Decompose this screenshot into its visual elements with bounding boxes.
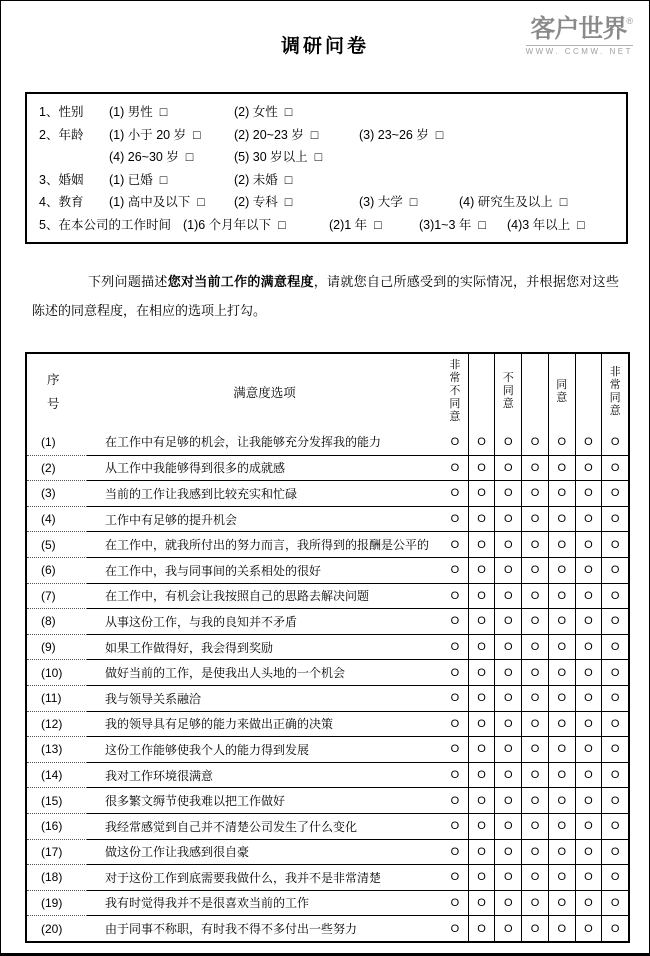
answer-circle[interactable]: O xyxy=(601,891,628,916)
row-number: (9) xyxy=(27,634,87,660)
brand-url-text: WWW. CCMW. NET xyxy=(525,47,633,56)
table-row xyxy=(27,480,628,506)
answer-circle[interactable]: O xyxy=(601,584,628,609)
scale-header-blank xyxy=(521,354,548,429)
answer-circle[interactable]: O xyxy=(521,609,548,634)
demographic-option[interactable]: (3) 23~26 岁 □ xyxy=(359,127,444,142)
row-number: (17) xyxy=(27,839,87,865)
demographics-section xyxy=(25,92,628,244)
question-text: 在工作中，就我所付出的努力而言，我所得到的报酬是公平的 xyxy=(87,531,442,557)
answer-circle[interactable]: O xyxy=(548,429,575,455)
satisfaction-table xyxy=(25,352,630,943)
answer-circle[interactable]: O xyxy=(521,865,548,890)
answer-circle[interactable]: O xyxy=(450,666,460,679)
answer-circle[interactable]: O xyxy=(575,532,602,557)
row-number: (20) xyxy=(27,915,87,941)
rating-cells xyxy=(442,659,628,685)
answer-circle[interactable]: O xyxy=(521,916,548,941)
answer-circle[interactable]: O xyxy=(494,558,521,583)
rating-cells xyxy=(442,736,628,762)
answer-circle[interactable]: O xyxy=(494,635,521,660)
demographic-option[interactable]: (1) 已婚 □ xyxy=(109,172,168,187)
answer-circle[interactable]: O xyxy=(601,635,628,660)
rating-cells xyxy=(442,864,628,890)
demographic-question-marriage xyxy=(27,168,626,191)
demographic-option[interactable]: (1) 男性 □ xyxy=(109,105,168,120)
rating-cells xyxy=(442,583,628,609)
answer-circle[interactable]: O xyxy=(468,532,495,557)
answer-circle[interactable]: O xyxy=(450,564,460,577)
demographic-option[interactable]: (1)6 个月年以下 □ xyxy=(182,217,286,232)
answer-circle[interactable]: O xyxy=(601,507,628,532)
row-number: (8) xyxy=(27,608,87,634)
answer-circle[interactable]: O xyxy=(521,737,548,762)
answer-circle[interactable]: O xyxy=(494,865,521,890)
question-text: 我对工作环境很满意 xyxy=(87,762,442,788)
answer-circle[interactable]: O xyxy=(601,840,628,865)
answer-circle[interactable]: O xyxy=(450,820,460,833)
table-row xyxy=(27,659,628,685)
scale-header-disagree: 不同意 xyxy=(494,354,521,429)
answer-circle[interactable]: O xyxy=(494,840,521,865)
question-label: 1、性别 xyxy=(39,105,84,120)
answer-circle[interactable]: O xyxy=(575,712,602,737)
answer-circle[interactable]: O xyxy=(548,660,575,685)
question-label: 4、教育 xyxy=(39,195,84,210)
answer-circle[interactable]: O xyxy=(468,840,495,865)
answer-circle[interactable]: O xyxy=(521,558,548,583)
answer-circle[interactable]: O xyxy=(548,558,575,583)
answer-circle[interactable]: O xyxy=(548,635,575,660)
question-text: 这份工作能够使我个人的能力得到发展 xyxy=(87,736,442,762)
answer-circle[interactable]: O xyxy=(601,916,628,941)
answer-circle[interactable]: O xyxy=(548,865,575,890)
answer-circle[interactable]: O xyxy=(494,891,521,916)
demographic-option[interactable]: (4) 研究生及以上 □ xyxy=(459,195,568,210)
answer-circle[interactable]: O xyxy=(575,558,602,583)
demographic-option[interactable]: (1) 小于 20 岁 □ xyxy=(109,127,201,142)
answer-circle[interactable]: O xyxy=(450,871,460,884)
rating-cells xyxy=(442,685,628,711)
demographic-option[interactable]: (3) 大学 □ xyxy=(359,195,418,210)
brand-logo xyxy=(526,17,633,58)
demographic-option[interactable]: (2) 未婚 □ xyxy=(234,172,293,187)
table-row xyxy=(27,736,628,762)
answer-circle[interactable]: O xyxy=(494,660,521,685)
table-row xyxy=(27,915,628,941)
demographic-question-tenure xyxy=(27,213,626,236)
answer-circle[interactable]: O xyxy=(521,788,548,813)
table-row xyxy=(27,711,628,737)
answer-circle[interactable]: O xyxy=(548,532,575,557)
rating-cells xyxy=(442,506,628,532)
answer-circle[interactable]: O xyxy=(521,584,548,609)
scale-header-blank xyxy=(468,354,495,429)
answer-circle[interactable]: O xyxy=(468,635,495,660)
rating-cells xyxy=(442,915,628,941)
table-row xyxy=(27,813,628,839)
demographic-question-age xyxy=(27,123,626,146)
scale-header-strongly-agree: 非常同意 xyxy=(601,354,628,429)
demographic-question-age-continued xyxy=(27,145,626,168)
question-text: 对于这份工作到底需要我做什么，我并不是非常清楚 xyxy=(87,864,442,890)
question-text: 当前的工作让我感到比较充实和忙碌 xyxy=(87,480,442,506)
demographic-option[interactable]: (4)3 年以上 □ xyxy=(506,217,585,232)
answer-circle[interactable]: O xyxy=(468,584,495,609)
answer-circle[interactable]: O xyxy=(575,635,602,660)
answer-circle[interactable]: O xyxy=(450,589,460,602)
question-label: 5、在本公司的工作时间 xyxy=(39,217,171,232)
answer-circle[interactable]: O xyxy=(450,769,460,782)
instructions-suffix: ，请就您自己所感受到的实际情况，并根据您对这些陈述的同意程度，在相应的选项上打勾。 xyxy=(32,274,619,318)
answer-circle[interactable]: O xyxy=(450,615,460,628)
answer-circle[interactable]: O xyxy=(494,814,521,839)
page-title: 调研问卷 xyxy=(280,36,369,57)
answer-circle[interactable]: O xyxy=(601,814,628,839)
answer-circle[interactable]: O xyxy=(575,660,602,685)
row-number: (11) xyxy=(27,685,87,711)
answer-circle[interactable]: O xyxy=(575,456,602,481)
rating-cells xyxy=(442,762,628,788)
row-number: (15) xyxy=(27,787,87,813)
instructions-paragraph xyxy=(32,267,619,325)
question-text: 很多繁文缛节使我难以把工作做好 xyxy=(87,787,442,813)
question-text: 我有时觉得我并不是很喜欢当前的工作 xyxy=(87,890,442,916)
registered-trademark-icon: ® xyxy=(626,16,633,26)
answer-circle[interactable]: O xyxy=(521,840,548,865)
answer-circle[interactable]: O xyxy=(521,660,548,685)
table-row xyxy=(27,455,628,481)
row-number: (3) xyxy=(27,480,87,506)
answer-circle[interactable]: O xyxy=(494,916,521,941)
answer-circle[interactable]: O xyxy=(494,737,521,762)
answer-circle[interactable]: O xyxy=(548,481,575,506)
rating-cells xyxy=(442,429,628,455)
row-number: (2) xyxy=(27,455,87,481)
table-row xyxy=(27,685,628,711)
answer-circle[interactable]: O xyxy=(601,737,628,762)
row-number: (16) xyxy=(27,813,87,839)
table-row xyxy=(27,506,628,532)
answer-circle[interactable]: O xyxy=(450,896,460,909)
demographic-option[interactable]: (2) 20~23 岁 □ xyxy=(234,127,319,142)
table-row xyxy=(27,557,628,583)
answer-circle[interactable]: O xyxy=(575,686,602,711)
answer-circle[interactable]: O xyxy=(601,763,628,788)
header-index-label: 序号 xyxy=(47,372,60,411)
question-text: 做这份工作让我感到很自豪 xyxy=(87,839,442,865)
answer-circle[interactable]: O xyxy=(601,686,628,711)
answer-circle[interactable]: O xyxy=(450,794,460,807)
answer-circle[interactable]: O xyxy=(468,481,495,506)
demographic-option[interactable]: (5) 30 岁以上 □ xyxy=(234,150,323,165)
header-question-label: 满意度选项 xyxy=(233,385,296,400)
answer-circle[interactable]: O xyxy=(450,717,460,730)
table-row xyxy=(27,890,628,916)
row-number: (4) xyxy=(27,506,87,532)
question-label: 2、年龄 xyxy=(39,127,84,142)
demographic-option[interactable]: (2) 女性 □ xyxy=(234,105,293,120)
answer-circle[interactable]: O xyxy=(521,532,548,557)
row-number: (10) xyxy=(27,659,87,685)
rating-cells xyxy=(442,480,628,506)
answer-circle[interactable]: O xyxy=(468,788,495,813)
answer-circle[interactable]: O xyxy=(521,686,548,711)
answer-circle[interactable]: O xyxy=(450,641,460,654)
answer-circle[interactable]: O xyxy=(575,840,602,865)
answer-circle[interactable]: O xyxy=(494,712,521,737)
answer-circle[interactable]: O xyxy=(521,635,548,660)
demographic-option[interactable]: (2)1 年 □ xyxy=(328,217,382,232)
answer-circle[interactable]: O xyxy=(450,513,460,526)
question-text: 如果工作做得好，我会得到奖励 xyxy=(87,634,442,660)
answer-circle[interactable]: O xyxy=(601,429,628,455)
question-text: 做好当前的工作，是使我出人头地的一个机会 xyxy=(87,659,442,685)
rating-cells xyxy=(442,839,628,865)
answer-circle[interactable]: O xyxy=(494,686,521,711)
answer-circle[interactable]: O xyxy=(601,788,628,813)
answer-circle[interactable]: O xyxy=(601,558,628,583)
rating-cells xyxy=(442,608,628,634)
answer-circle[interactable]: O xyxy=(521,712,548,737)
question-text: 在工作中，有机会让我按照自己的思路去解决问题 xyxy=(87,583,442,609)
answer-circle[interactable]: O xyxy=(575,788,602,813)
answer-circle[interactable]: O xyxy=(450,845,460,858)
answer-circle[interactable]: O xyxy=(601,660,628,685)
answer-circle[interactable]: O xyxy=(468,763,495,788)
instructions-prefix: 下列问题描述 xyxy=(88,274,168,289)
answer-circle[interactable]: O xyxy=(450,922,460,935)
table-row xyxy=(27,762,628,788)
answer-circle[interactable]: O xyxy=(521,429,548,455)
answer-circle[interactable]: O xyxy=(548,609,575,634)
answer-circle[interactable]: O xyxy=(468,916,495,941)
answer-circle[interactable]: O xyxy=(450,487,460,500)
answer-circle[interactable]: O xyxy=(468,814,495,839)
answer-circle[interactable]: O xyxy=(450,461,460,474)
answer-circle[interactable]: O xyxy=(468,686,495,711)
answer-circle[interactable]: O xyxy=(468,609,495,634)
answer-circle[interactable]: O xyxy=(548,737,575,762)
table-header-row xyxy=(27,354,628,429)
rating-cells xyxy=(442,711,628,737)
answer-circle[interactable]: O xyxy=(601,456,628,481)
question-text: 从事这份工作，与我的良知并不矛盾 xyxy=(87,608,442,634)
scale-header-strongly-disagree: 非常不同意 xyxy=(449,359,461,423)
answer-circle[interactable]: O xyxy=(468,429,495,455)
rating-cells xyxy=(442,557,628,583)
answer-circle[interactable]: O xyxy=(468,891,495,916)
row-number: (5) xyxy=(27,531,87,557)
answer-circle[interactable]: O xyxy=(468,456,495,481)
answer-circle[interactable]: O xyxy=(468,558,495,583)
question-text: 工作中有足够的提升机会 xyxy=(87,506,442,532)
answer-circle[interactable]: O xyxy=(601,532,628,557)
answer-circle[interactable]: O xyxy=(521,763,548,788)
question-text: 在工作中，我与同事间的关系相处的很好 xyxy=(87,557,442,583)
answer-circle[interactable]: O xyxy=(575,814,602,839)
answer-circle[interactable]: O xyxy=(450,435,460,448)
row-number: (13) xyxy=(27,736,87,762)
answer-circle[interactable]: O xyxy=(575,584,602,609)
answer-circle[interactable]: O xyxy=(601,712,628,737)
answer-circle[interactable]: O xyxy=(548,456,575,481)
answer-circle[interactable]: O xyxy=(494,507,521,532)
rating-cells xyxy=(442,787,628,813)
answer-circle[interactable]: O xyxy=(494,456,521,481)
rating-cells xyxy=(442,531,628,557)
table-row xyxy=(27,531,628,557)
answer-circle[interactable]: O xyxy=(521,481,548,506)
header-index-column xyxy=(27,354,87,429)
answer-circle[interactable]: O xyxy=(494,481,521,506)
answer-circle[interactable]: O xyxy=(494,788,521,813)
answer-circle[interactable]: O xyxy=(450,692,460,705)
answer-circle[interactable]: O xyxy=(548,686,575,711)
answer-circle[interactable]: O xyxy=(575,916,602,941)
answer-circle[interactable]: O xyxy=(601,865,628,890)
table-body xyxy=(27,429,628,941)
answer-circle[interactable]: O xyxy=(548,584,575,609)
answer-circle[interactable]: O xyxy=(521,456,548,481)
question-text: 我与领导关系融洽 xyxy=(87,685,442,711)
answer-circle[interactable]: O xyxy=(575,763,602,788)
instructions-emphasis: 您对当前工作的满意程度 xyxy=(167,274,314,289)
table-row xyxy=(27,583,628,609)
answer-circle[interactable]: O xyxy=(450,743,460,756)
scale-header-agree: 同意 xyxy=(548,354,575,429)
rating-cells xyxy=(442,634,628,660)
rating-cells xyxy=(442,890,628,916)
row-number: (7) xyxy=(27,583,87,609)
row-number: (14) xyxy=(27,762,87,788)
answer-circle[interactable]: O xyxy=(494,584,521,609)
answer-circle[interactable]: O xyxy=(521,507,548,532)
answer-circle[interactable]: O xyxy=(575,507,602,532)
answer-circle[interactable]: O xyxy=(468,712,495,737)
answer-circle[interactable]: O xyxy=(548,840,575,865)
demographic-option[interactable]: (1) 高中及以下 □ xyxy=(109,195,205,210)
answer-circle[interactable]: O xyxy=(548,814,575,839)
answer-circle[interactable]: O xyxy=(575,737,602,762)
answer-circle[interactable]: O xyxy=(548,788,575,813)
row-number: (1) xyxy=(41,434,56,449)
answer-circle[interactable]: O xyxy=(548,507,575,532)
answer-circle[interactable]: O xyxy=(548,763,575,788)
question-text: 在工作中有足够的机会，让我能够充分发挥我的能力 xyxy=(105,435,382,450)
rating-cells xyxy=(442,813,628,839)
question-label: 3、婚姻 xyxy=(39,172,84,187)
table-row xyxy=(27,429,628,455)
demographic-question-education xyxy=(27,190,626,213)
brand-logo-text: 客户世界 xyxy=(530,16,627,43)
answer-circle[interactable]: O xyxy=(575,429,602,455)
scale-header-blank xyxy=(575,354,602,429)
row-number: (12) xyxy=(27,711,87,737)
answer-circle[interactable]: O xyxy=(494,609,521,634)
answer-circle[interactable]: O xyxy=(468,865,495,890)
table-row xyxy=(27,787,628,813)
answer-circle[interactable]: O xyxy=(494,429,521,455)
answer-circle[interactable]: O xyxy=(468,507,495,532)
header-question-column xyxy=(87,354,442,429)
answer-circle[interactable]: O xyxy=(494,763,521,788)
answer-circle[interactable]: O xyxy=(468,737,495,762)
answer-circle[interactable]: O xyxy=(575,865,602,890)
question-text: 我的领导具有足够的能力来做出正确的决策 xyxy=(87,711,442,737)
table-row xyxy=(27,864,628,890)
table-row xyxy=(27,634,628,660)
answer-circle[interactable]: O xyxy=(601,609,628,634)
answer-circle[interactable]: O xyxy=(575,891,602,916)
answer-circle[interactable]: O xyxy=(601,481,628,506)
header-scale-columns xyxy=(442,354,628,429)
row-number: (19) xyxy=(27,890,87,916)
answer-circle[interactable]: O xyxy=(575,481,602,506)
question-text: 我经常感觉到自己并不清楚公司发生了什么变化 xyxy=(87,813,442,839)
answer-circle[interactable]: O xyxy=(548,891,575,916)
demographic-option[interactable]: (2) 专科 □ xyxy=(234,195,293,210)
answer-circle[interactable]: O xyxy=(548,712,575,737)
answer-circle[interactable]: O xyxy=(548,916,575,941)
demographic-option[interactable]: (4) 26~30 岁 □ xyxy=(109,150,194,165)
answer-circle[interactable]: O xyxy=(521,814,548,839)
table-row xyxy=(27,839,628,865)
answer-circle[interactable]: O xyxy=(521,891,548,916)
row-number: (18) xyxy=(27,864,87,890)
question-text: 从工作中我能够得到很多的成就感 xyxy=(87,455,442,481)
demographic-option[interactable]: (3)1~3 年 □ xyxy=(418,217,486,232)
question-text: 由于同事不称职，有时我不得不多付出一些努力 xyxy=(87,915,442,941)
demographic-question-gender xyxy=(27,100,626,123)
answer-circle[interactable]: O xyxy=(575,609,602,634)
table-row xyxy=(27,608,628,634)
row-number: (6) xyxy=(27,557,87,583)
answer-circle[interactable]: O xyxy=(450,538,460,551)
answer-circle[interactable]: O xyxy=(494,532,521,557)
answer-circle[interactable]: O xyxy=(468,660,495,685)
rating-cells xyxy=(442,455,628,481)
